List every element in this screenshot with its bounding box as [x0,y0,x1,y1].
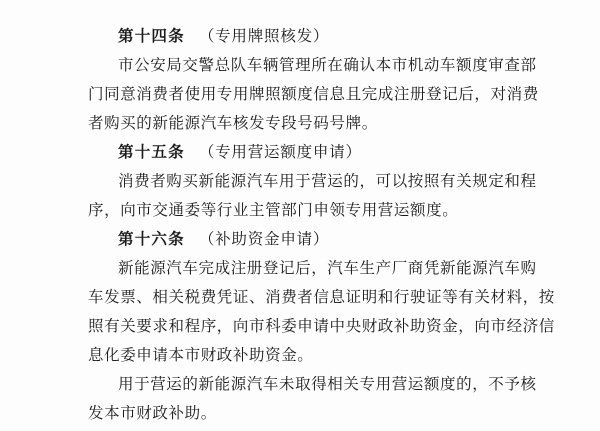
article-14-line-2: 门同意消费者使用专用牌照额度信息且完成注册登记后，对消费 [88,85,539,103]
article-14-heading [118,26,329,46]
article-14-title: （专用牌照核发） [198,27,330,45]
article-15-title: （专用营运额度申请） [198,143,362,161]
article-16-line-2: 车发票、相关税费凭证、消费者信息证明和行驶证等有关材料，按 [88,288,555,306]
article-16-extra-line-2: 发本市财政补助。 [88,404,217,422]
article-16-title: （补助资金申请） [198,230,330,248]
article-15-line-2: 序，向市交通委等行业主管部门申领专用营运额度。 [88,201,459,219]
article-16-line-3: 照有关要求和程序，向市科委申请中央财政补助资金，向市经济信 [88,317,555,335]
article-15-heading [118,142,362,162]
article-15-number: 第十五条 [118,142,185,161]
article-14-line-1: 市公安局交警总队车辆管理所在确认本市机动车额度审查部 [118,56,537,74]
article-14-number: 第十四条 [118,26,185,45]
article-16-extra-line-1: 用于营运的新能源汽车未取得相关专用营运额度的，不予核 [118,375,537,393]
article-14-line-3: 者购买的新能源汽车核发专段号码号牌。 [88,114,378,132]
article-16-number: 第十六条 [118,229,185,248]
article-16-line-4: 息化委申请本市财政补助资金。 [88,346,314,364]
article-16-heading [118,229,329,249]
article-15-line-1: 消费者购买新能源汽车用于营运的，可以按照有关规定和程 [118,172,537,190]
article-16-line-1: 新能源汽车完成注册登记后，汽车生产厂商凭新能源汽车购 [118,259,537,277]
